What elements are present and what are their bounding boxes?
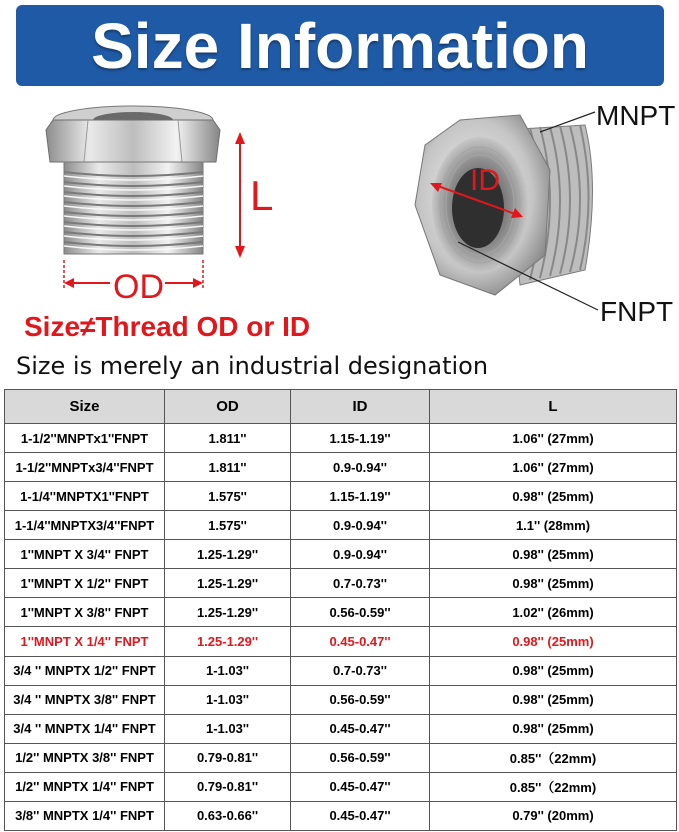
header-id: ID	[291, 390, 430, 424]
cell-l: 0.98'' (25mm)	[430, 627, 677, 656]
inner-diameter-label: ID	[470, 164, 500, 197]
cell-id: 0.56-0.59''	[291, 598, 430, 627]
cell-size: 3/4 '' MNPTX 1/2'' FNPT	[5, 656, 165, 685]
table-row	[5, 569, 677, 598]
cell-l: 0.98'' (25mm)	[430, 656, 677, 685]
title-banner	[16, 5, 664, 86]
cell-id: 0.45-0.47''	[291, 801, 430, 830]
table-row	[5, 743, 677, 772]
cell-od: 1.575''	[165, 511, 291, 540]
cell-od: 1.575''	[165, 482, 291, 511]
size-warning: Size≠Thread OD or ID	[24, 311, 311, 342]
cell-id: 0.9-0.94''	[291, 511, 430, 540]
cell-l: 0.98'' (25mm)	[430, 685, 677, 714]
cell-id: 0.56-0.59''	[291, 685, 430, 714]
cell-od: 1.25-1.29''	[165, 598, 291, 627]
cell-od: 1.25-1.29''	[165, 540, 291, 569]
cell-l: 1.06'' (27mm)	[430, 424, 677, 453]
table-row	[5, 453, 677, 482]
cell-id: 0.56-0.59''	[291, 743, 430, 772]
cell-size: 3/4 '' MNPTX 3/8'' FNPT	[5, 685, 165, 714]
cell-size: 1''MNPT X 1/4'' FNPT	[5, 627, 165, 656]
cell-l: 0.98'' (25mm)	[430, 482, 677, 511]
table-row	[5, 424, 677, 453]
cell-id: 0.45-0.47''	[291, 714, 430, 743]
cell-size: 1''MNPT X 3/8'' FNPT	[5, 598, 165, 627]
cell-l: 0.79'' (20mm)	[430, 801, 677, 830]
table-row	[5, 482, 677, 511]
table-row	[5, 801, 677, 830]
cell-l: 1.02'' (26mm)	[430, 598, 677, 627]
header-l: L	[430, 390, 677, 424]
cell-size: 1-1/2''MNPTx1''FNPT	[5, 424, 165, 453]
cell-l: 0.98'' (25mm)	[430, 569, 677, 598]
cell-l: 1.06'' (27mm)	[430, 453, 677, 482]
table-header-row	[5, 390, 677, 424]
cell-size: 1''MNPT X 3/4'' FNPT	[5, 540, 165, 569]
length-label: L	[250, 172, 274, 219]
cell-id: 0.7-0.73''	[291, 656, 430, 685]
table-row	[5, 714, 677, 743]
cell-od: 1-1.03''	[165, 714, 291, 743]
cell-size: 3/4 '' MNPTX 1/4'' FNPT	[5, 714, 165, 743]
cell-l: 0.85''（22mm)	[430, 743, 677, 772]
header-size: Size	[5, 390, 165, 424]
cell-id: 1.15-1.19''	[291, 482, 430, 511]
cell-size: 1/2'' MNPTX 3/8'' FNPT	[5, 743, 165, 772]
table-row	[5, 772, 677, 801]
cell-size: 3/8'' MNPTX 1/4'' FNPT	[5, 801, 165, 830]
table-row	[5, 511, 677, 540]
cell-od: 1.811''	[165, 424, 291, 453]
table-row	[5, 598, 677, 627]
cell-od: 1.811''	[165, 453, 291, 482]
table-row	[5, 685, 677, 714]
cell-od: 0.63-0.66''	[165, 801, 291, 830]
cell-od: 0.79-0.81''	[165, 772, 291, 801]
cell-l: 0.98'' (25mm)	[430, 714, 677, 743]
cell-id: 0.7-0.73''	[291, 569, 430, 598]
cell-size: 1''MNPT X 1/2'' FNPT	[5, 569, 165, 598]
cell-l: 0.98'' (25mm)	[430, 540, 677, 569]
cell-od: 1-1.03''	[165, 685, 291, 714]
cell-od: 1.25-1.29''	[165, 569, 291, 598]
outer-diameter-label: OD	[113, 268, 164, 306]
cell-id: 0.45-0.47''	[291, 627, 430, 656]
banner-title: Size Information	[91, 9, 589, 82]
cell-id: 0.9-0.94''	[291, 540, 430, 569]
cell-l: 0.85''（22mm)	[430, 772, 677, 801]
cell-od: 1-1.03''	[165, 656, 291, 685]
cell-size: 1-1/4''MNPTX3/4''FNPT	[5, 511, 165, 540]
cell-size: 1-1/2''MNPTx3/4''FNPT	[5, 453, 165, 482]
cell-id: 0.45-0.47''	[291, 772, 430, 801]
header-od: OD	[165, 390, 291, 424]
size-note: Size is merely an industrial designation	[16, 352, 489, 380]
cell-id: 0.9-0.94''	[291, 453, 430, 482]
table-row	[5, 656, 677, 685]
cell-size: 1/2'' MNPTX 1/4'' FNPT	[5, 772, 165, 801]
female-thread-label: FNPT	[600, 296, 674, 327]
cell-od: 0.79-0.81''	[165, 743, 291, 772]
cell-id: 1.15-1.19''	[291, 424, 430, 453]
size-table	[4, 389, 677, 831]
cell-l: 1.1'' (28mm)	[430, 511, 677, 540]
table-row-highlighted	[5, 627, 677, 656]
table-row	[5, 540, 677, 569]
male-thread-label: MNPT	[596, 100, 676, 131]
cell-od: 1.25-1.29''	[165, 627, 291, 656]
cell-size: 1-1/4''MNPTX1''FNPT	[5, 482, 165, 511]
